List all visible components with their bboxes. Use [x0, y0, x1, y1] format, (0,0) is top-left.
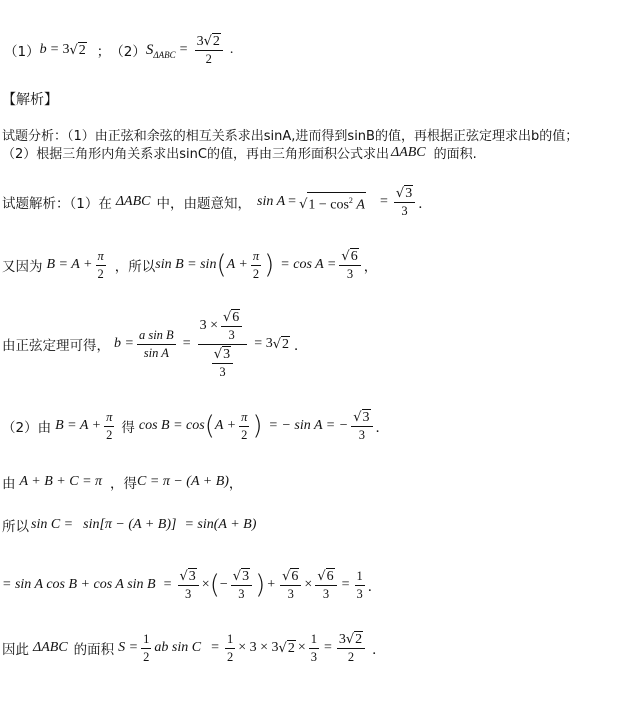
- answer-part2-label: （2）: [110, 44, 146, 60]
- answer-period: .: [229, 42, 234, 57]
- answer-line: （1） b = 3 √ 2 ； （2） S ΔABC = 3 √ 2 2 .: [4, 34, 234, 66]
- solution-step-5: 由 A + B + C = π ，得 C = π − (A + B) ，: [2, 474, 243, 492]
- solution-step-6: 所以 sin C = sin[π − (A + B)] = sin(A + B): [2, 517, 257, 535]
- analysis-line-2: （2）根据三角形内角关系求出sinC的值，再由三角形面积公式求出 ΔABC 的面积.: [2, 144, 477, 162]
- answer-S-sub: ΔABC: [153, 50, 176, 60]
- analysis-line-1: 试题分析：（1）由正弦和余弦的相互关系求出sinA,进而得到sinB的值，再根据正弦定理求出b的值；: [2, 129, 579, 144]
- answer-semicolon: ；: [96, 44, 111, 60]
- solution-step-8: 因此 ΔABC 的面积 S = $\frac{1}{2}$ ab sin C = $\frac{1}{2}$ × 3 × 3 √ 2 × $\frac{1}{3}$ = 3 √ 2 2 ．: [2, 631, 386, 664]
- solution-step-7: = sin A cos B + cos A sin B = √ 3 3 × ( − √ 3 3 ) + √ 6 3 × √ 6 3 = $\frac{1}{3}$ ．: [2, 568, 382, 601]
- answer-coef: 3: [62, 42, 70, 57]
- answer-S: S: [145, 41, 154, 58]
- solution-step-1: 试题解析：（1）在 ΔABC 中，由题意知， sin A = √ $1 - \cos^2 A$ = √ 3 3 ．: [2, 186, 432, 218]
- answer-eq: =: [50, 42, 59, 57]
- section-title: 【解析】: [2, 92, 58, 108]
- answer-b: b: [39, 42, 47, 57]
- answer-area-fraction: 3 √ 2 2: [195, 33, 223, 67]
- answer-part1-label: （1）: [4, 44, 40, 60]
- solution-step-4: （2）由 B = A + $\frac{\pi}{2}$ 得 cos B = cos ( A + $\frac{\pi}{2}$ ) = − sin A = − √ 3 3 ．: [2, 409, 389, 442]
- answer-sqrt: √ 2: [69, 43, 86, 58]
- solution-step-2: 又因为 B = A + $\frac{\pi}{2}$ ，所以 sin B = sin ( A + $\frac{\pi}{2}$ ) = cos A = √ 6 3 ，: [2, 248, 378, 281]
- solution-step-3: 由正弦定理可得， b = $\frac{\text{a sin B}}{\text{sin A}}$ = 3 × √ 6 3 √ 3 3 = 3 √ 2 ．: [2, 309, 308, 379]
